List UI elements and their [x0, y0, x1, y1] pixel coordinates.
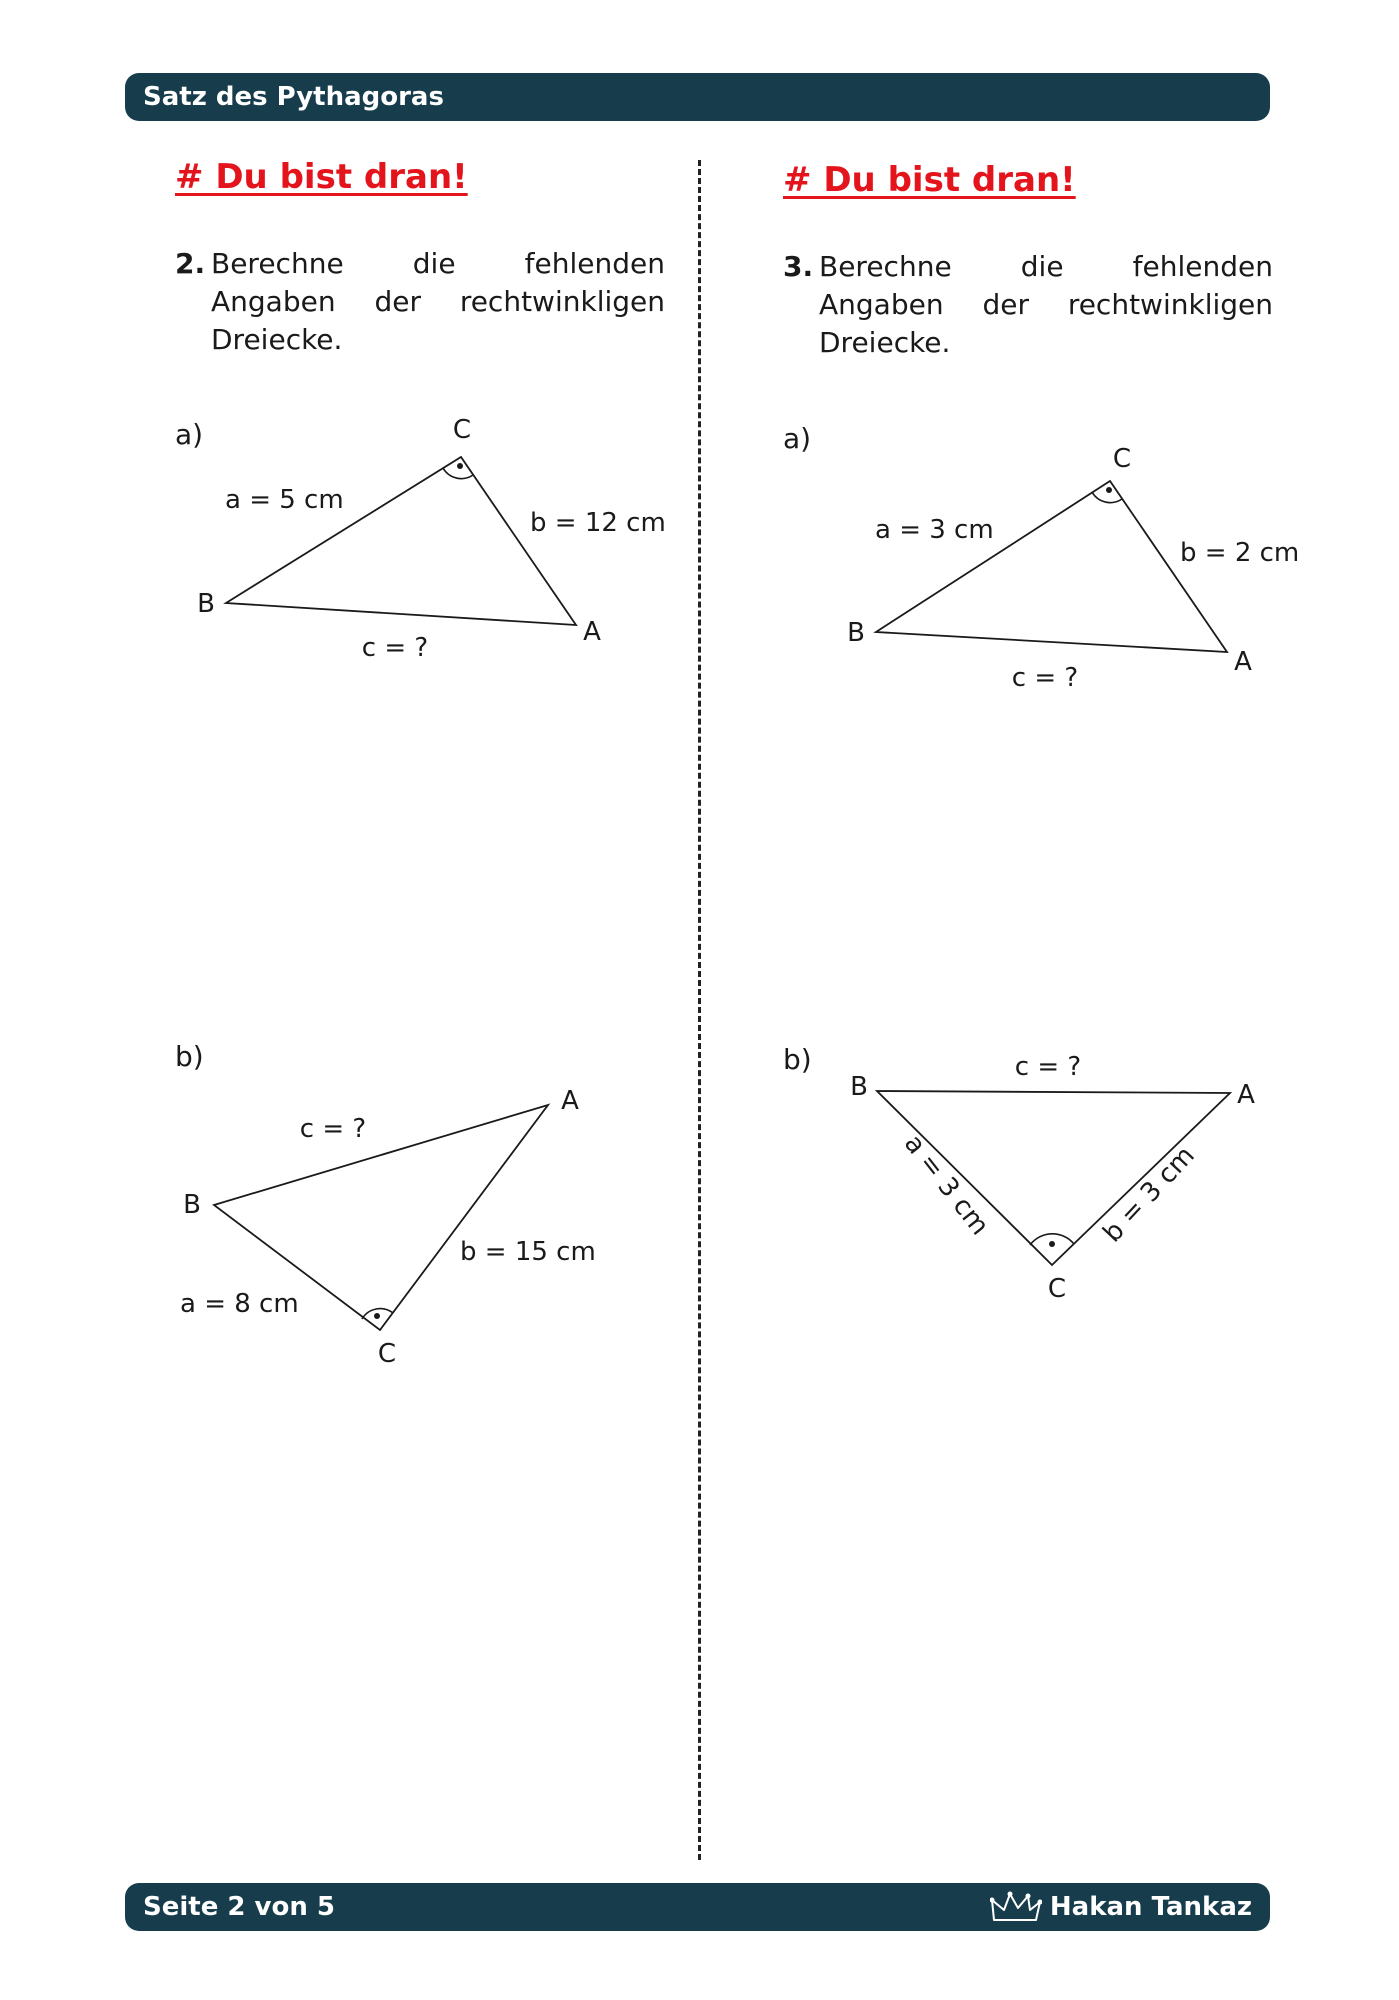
side-b: b = 12 cm	[530, 508, 666, 538]
vertex-a: A	[1237, 1080, 1255, 1110]
right-angle-mark	[443, 468, 473, 479]
task-text: Berechne die fehlenden Angaben der rechtwinkligen Dreiecke.	[211, 247, 665, 356]
vertex-a: A	[583, 617, 601, 647]
side-a: a = 3 cm	[875, 515, 994, 545]
vertex-b: B	[197, 589, 215, 619]
task-number: 2.	[175, 247, 206, 280]
author-block	[990, 1890, 1252, 1924]
vertex-c: C	[377, 1339, 397, 1369]
task-text: Berechne die fehlenden Angaben der rechtwinkligen Dreiecke.	[819, 250, 1273, 359]
side-c: c = ?	[299, 1114, 367, 1144]
page-title: Satz des Pythagoras	[143, 82, 444, 112]
vertex-a: A	[1234, 647, 1252, 677]
side-a: a = 5 cm	[225, 485, 344, 515]
triangle-right-a	[847, 444, 1299, 693]
right-angle-dot	[457, 463, 463, 469]
vertex-b: B	[847, 618, 865, 648]
right-angle-mark	[1092, 492, 1122, 503]
left-a-label: a)	[175, 418, 204, 451]
task-number: 3.	[783, 250, 814, 283]
vertex-b: B	[183, 1190, 201, 1220]
side-b: b = 15 cm	[460, 1237, 596, 1267]
vertex-a: A	[561, 1086, 579, 1116]
right-angle-dot	[1049, 1241, 1055, 1247]
side-c: c = ?	[1014, 1052, 1082, 1082]
right-a-label: a)	[783, 422, 812, 455]
vertex-b: B	[850, 1072, 868, 1102]
left-heading: # Du bist dran!	[175, 157, 468, 197]
triangle-left-a	[197, 415, 666, 663]
right-angle-dot	[374, 1313, 380, 1319]
side-a: a = 3 cm	[897, 1129, 995, 1242]
author-name: Hakan Tankaz	[1049, 1892, 1252, 1922]
right-heading: # Du bist dran!	[783, 160, 1076, 200]
right-angle-dot	[1106, 487, 1112, 493]
side-a: a = 8 cm	[180, 1289, 299, 1319]
page-number: Seite 2 von 5	[143, 1892, 335, 1922]
side-c: c = ?	[361, 633, 429, 663]
side-b: b = 2 cm	[1180, 538, 1300, 568]
footer-bar	[125, 1883, 1270, 1931]
side-b: b = 3 cm	[1097, 1140, 1201, 1249]
triangle-left-b	[180, 1086, 596, 1369]
triangle-right-b	[850, 1052, 1255, 1304]
vertex-c: C	[1047, 1274, 1067, 1304]
right-b-label: b)	[783, 1043, 812, 1076]
vertex-c: C	[1112, 444, 1132, 474]
side-c: c = ?	[1011, 663, 1079, 693]
left-b-label: b)	[175, 1040, 204, 1073]
crown-icon	[990, 1890, 1042, 1924]
vertex-c: C	[452, 415, 472, 445]
